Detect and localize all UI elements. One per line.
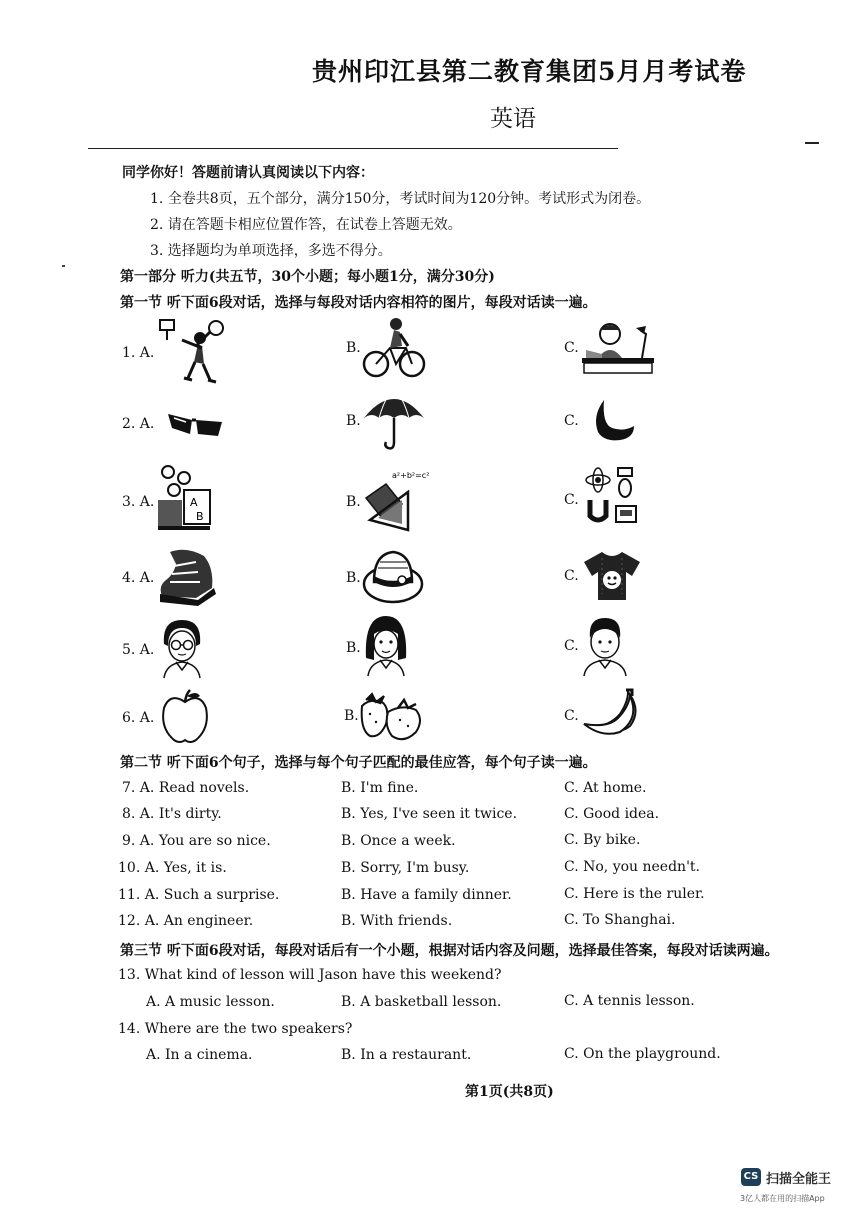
umbrella-icon [362,388,426,452]
q7-option-c: C. At home. [564,780,647,796]
scan-speck [62,265,65,267]
q14-question: 14. Where are the two speakers? [118,1021,353,1037]
sunglasses-icon [166,406,226,438]
part1-heading: 第一部分 听力(共五节，30个小题；每小题1分，满分30分) [120,269,495,285]
q1-option-b-label: B. [346,340,361,356]
q1-option-a-label: 1. A. [122,345,155,361]
camscanner-logo-icon: CS [741,1168,761,1186]
q11-option-b: B. Have a family dinner. [341,887,512,903]
section1-heading: 第一节 听下面6段对话，选择与每段对话内容相符的图片，每段对话读一遍。 [120,295,597,311]
q2-option-b-label: B. [346,413,361,429]
notice-item-3: 3. 选择题均为单项选择，多选不得分。 [150,243,392,259]
q5-option-b-label: B. [346,640,361,656]
q13-option-b: B. A basketball lesson. [341,994,502,1010]
section2-heading: 第二节 听下面6个句子，选择与每个句子匹配的最佳应答，每个句子读一遍。 [120,755,597,771]
svg-text:a²+b²=c²: a²+b²=c² [392,471,430,480]
q14-option-a: A. In a cinema. [146,1047,253,1063]
girl-long-hair-icon [362,614,410,678]
q13-option-a: A. A music lesson. [146,994,275,1010]
q13-question: 13. What kind of lesson will Jason have this weekend? [118,967,502,983]
section3-heading: 第三节 听下面6段对话，每段对话后有一个小题，根据对话内容及问题，选择最佳答案，每段对话读两遍。 [120,943,779,959]
cyclist-icon [362,316,426,380]
q6-option-a-label: 6. A. [122,710,155,726]
q7-option-b: B. I'm fine. [341,780,419,796]
tshirt-icon [582,550,642,602]
exam-title: 贵州印江县第二教育集团5月月考试卷 [312,57,747,86]
q8-option-c: C. Good idea. [564,806,660,822]
scarf-icon [590,398,636,444]
svg-text:B: B [196,510,204,523]
q7-option-a: 7. A. Read novels. [122,780,250,796]
boy-portrait-icon [580,614,630,678]
math-set-square-icon [362,468,430,534]
chemistry-books-icon [154,464,214,532]
bananas-icon [580,688,644,738]
student-at-desk-icon [580,320,656,376]
camscanner-name: 扫描全能王 [766,1172,832,1187]
q11-option-a: 11. A. Such a surprise. [118,887,280,903]
straw-hat-icon [362,548,424,606]
q9-option-c: C. By bike. [564,832,641,848]
q2-option-c-label: C. [564,413,579,429]
margin-mark [805,142,819,144]
q6-option-b-label: B. [344,708,359,724]
q10-option-a: 10. A. Yes, it is. [118,860,227,876]
science-instruments-icon [584,466,640,528]
basketball-player-icon [158,318,228,384]
notice-item-1: 1. 全卷共8页，五个部分，满分150分，考试时间为120分钟。考试形式为闭卷。 [150,191,651,207]
q13-option-c: C. A tennis lesson. [564,993,695,1009]
svg-text:A: A [190,496,198,509]
subject-title: 英语 [490,106,536,132]
q12-option-b: B. With friends. [341,913,453,929]
strawberries-icon [358,690,424,744]
q9-option-b: B. Once a week. [341,833,456,849]
q3-option-a-label: 3. A. [122,494,155,510]
q2-option-a-label: 2. A. [122,416,155,432]
q4-option-b-label: B. [346,570,361,586]
q3-option-c-label: C. [564,492,579,508]
notice-greeting: 同学你好！答题前请认真阅读以下内容： [122,165,374,181]
q12-option-c: C. To Shanghai. [564,912,676,928]
camscanner-tagline: 3亿人都在用的扫描App [740,1194,825,1203]
q11-option-c: C. Here is the ruler. [564,886,705,902]
q4-option-a-label: 4. A. [122,570,155,586]
q8-option-a: 8. A. It's dirty. [122,806,222,822]
q6-option-c-label: C. [564,708,579,724]
q1-option-c-label: C. [564,340,579,356]
notice-item-2: 2. 请在答题卡相应位置作答，在试卷上答题无效。 [150,217,462,233]
q4-option-c-label: C. [564,568,579,584]
girl-with-glasses-icon [158,618,206,680]
apple-icon [160,688,210,746]
page-number: 第1页(共8页) [465,1084,554,1100]
q5-option-a-label: 5. A. [122,642,155,658]
q9-option-a: 9. A. You are so nice. [122,833,271,849]
q14-option-c: C. On the playground. [564,1046,721,1062]
sneaker-icon [156,548,218,608]
q10-option-b: B. Sorry, I'm busy. [341,860,470,876]
q8-option-b: B. Yes, I've seen it twice. [341,806,518,822]
q3-option-b-label: B. [346,494,361,510]
q10-option-c: C. No, you needn't. [564,859,700,875]
q12-option-a: 12. A. An engineer. [118,913,254,929]
header-divider [88,148,618,149]
q14-option-b: B. In a restaurant. [341,1047,472,1063]
q5-option-c-label: C. [564,638,579,654]
